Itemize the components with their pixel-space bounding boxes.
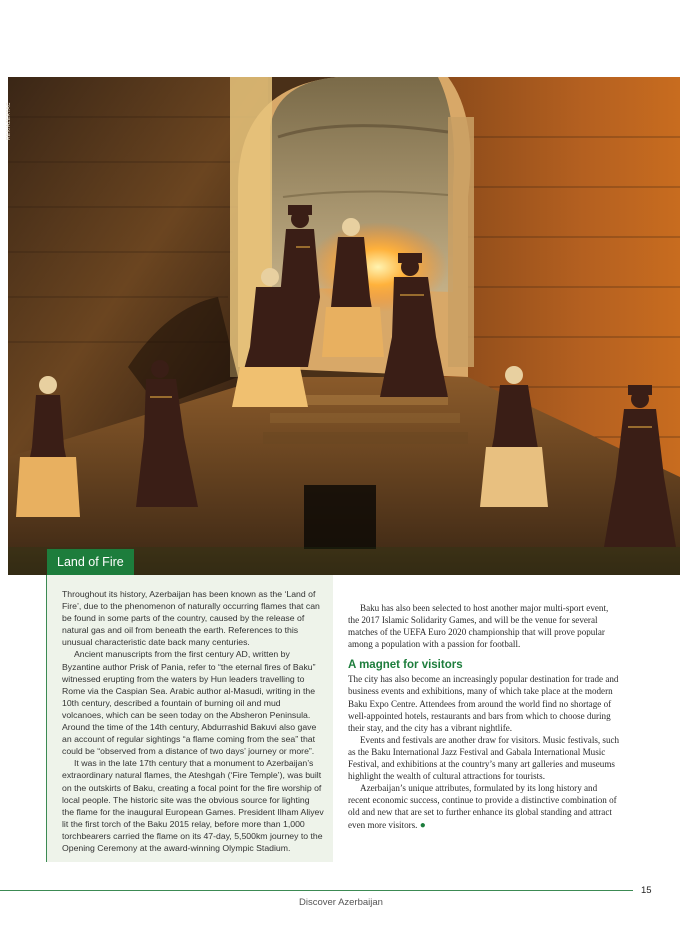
sidebar-paragraph: Ancient manuscripts from the first century AD, written by Byzantine author Prisk of Pania, refer to “the eternal fires of Baku” witnessed erupting from the waters by Hun leaders travelling to Rome via the Caspian Sea. Arabic author al-Masudi, writing in the 10th century, described a fountain of burning oil and mud volcanoes, which can be seen today on the Absheron Peninsula. Around the time of the 14th century, Abdurrashid Bakuvi also gave an account of regular sightings “a flame coming from the sea” that could be “observed from a distance of two days’ journey or more”. — [62, 649, 317, 757]
photo-caption: Land of Fire — [47, 549, 134, 575]
hero-photo — [8, 77, 680, 575]
page-number: 15 — [641, 885, 652, 896]
footer-rule — [0, 890, 633, 891]
footer-label: Discover Azerbaijan — [299, 897, 383, 908]
main-column — [348, 602, 620, 832]
section-heading: A magnet for visitors — [348, 659, 463, 672]
body-paragraph: Events and festivals are another draw for visitors. Music festivals, such as the Baku International Jazz Festival and Gabala International Music Festival, and exhibitions at the country’s many art galleries and museums highlight the wealth of cultural attractions for tourists. — [348, 734, 620, 782]
body-paragraph-text: Azerbaijan’s unique attributes, formulated by its long history and recent economic success, continue to provide a distinctive combination of old and new that are set to further enhance its global standing and attract even more visitors. — [348, 783, 617, 830]
intro-paragraph: Baku has also been selected to host another major multi-sport event, the 2017 Islamic Solidarity Games, and will be the venue for several matches of the UEFA Euro 2020 championship that will prove popular among a population with a passion for football. — [348, 603, 609, 650]
end-mark-icon: ● — [419, 819, 426, 831]
sidebar-text — [62, 588, 324, 854]
body-paragraph — [348, 782, 620, 831]
body-paragraph: The city has also become an increasingly popular destination for trade and business events and exhibitions, many of which take place at the modern Baku Expo Centre. Attendees from around the world find no shortage of well-appointed hotels, restaurants and bars from which to choose during their stay, and the city has a vibrant nightlife. — [348, 674, 619, 733]
photo-credit: REX/AZERTAC — [6, 102, 12, 140]
sidebar-box — [46, 575, 333, 862]
sidebar-paragraph: It was in the late 17th century that a monument to Azerbaijan’s extraordinary natural flames, the Ateshgah (‘Fire Temple’), was built on the outskirts of Baku, creating a focal point for the fire worship of local people. The historic site was the obvious source for lighting the flame for the inaugural European Games. President Ilham Aliyev lit the first torch of the Baku 2015 relay, before more than 1,000 torchbearers carried the flame on its 47-day, 5,500km journey to the Opening Ceremony at the award-winning Olympic Stadium. — [62, 758, 324, 853]
sidebar-paragraph: Throughout its history, Azerbaijan has been known as the ‘Land of Fire’, due to the phenomenon of naturally occurring flames that can be found in some parts of the country, caused by the release of natural gas and oil from beneath the earth. References to this unusual characteristic date back many centuries. — [62, 589, 320, 648]
